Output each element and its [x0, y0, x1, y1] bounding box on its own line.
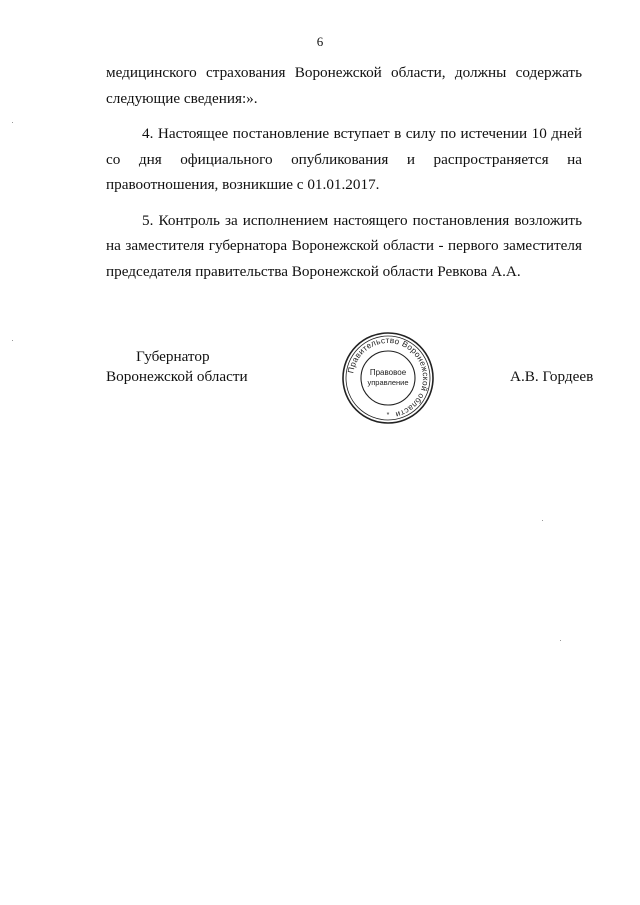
stamp-center-line2: управление — [367, 378, 409, 387]
page-number: 6 — [316, 34, 324, 49]
signatory-name: А.В. Гордеев — [510, 368, 594, 385]
stamp-seal-icon — [340, 330, 436, 426]
signatory-title-line1: Губернатор — [136, 348, 210, 365]
paragraph-continuation: медицинского страхования Воронежской области, должны содержать следующие сведения:». — [106, 64, 582, 107]
official-stamp — [340, 330, 436, 426]
document-body — [106, 60, 582, 294]
signatory-title — [106, 347, 248, 387]
signatory-title-line2: Воронежской области — [106, 368, 248, 385]
stamp-star-icon: * — [386, 412, 390, 419]
paragraph-item-4: 4. Настоящее постановление вступает в силу по истечении 10 дней со дня официального опубликования и распространяется на правоотношения, возникшие с 01.01.2017. — [106, 125, 582, 193]
paragraph-item-5: 5. Контроль за исполнением настоящего постановления возложить на заместителя губернатора Воронежской области - первого заместителя председателя правительства Воронежской области Ревкова А.А. — [106, 211, 582, 280]
stamp-center-line1: Правовое — [369, 368, 407, 377]
stamp-ring-text: Правительство Воронежской области — [346, 335, 431, 420]
